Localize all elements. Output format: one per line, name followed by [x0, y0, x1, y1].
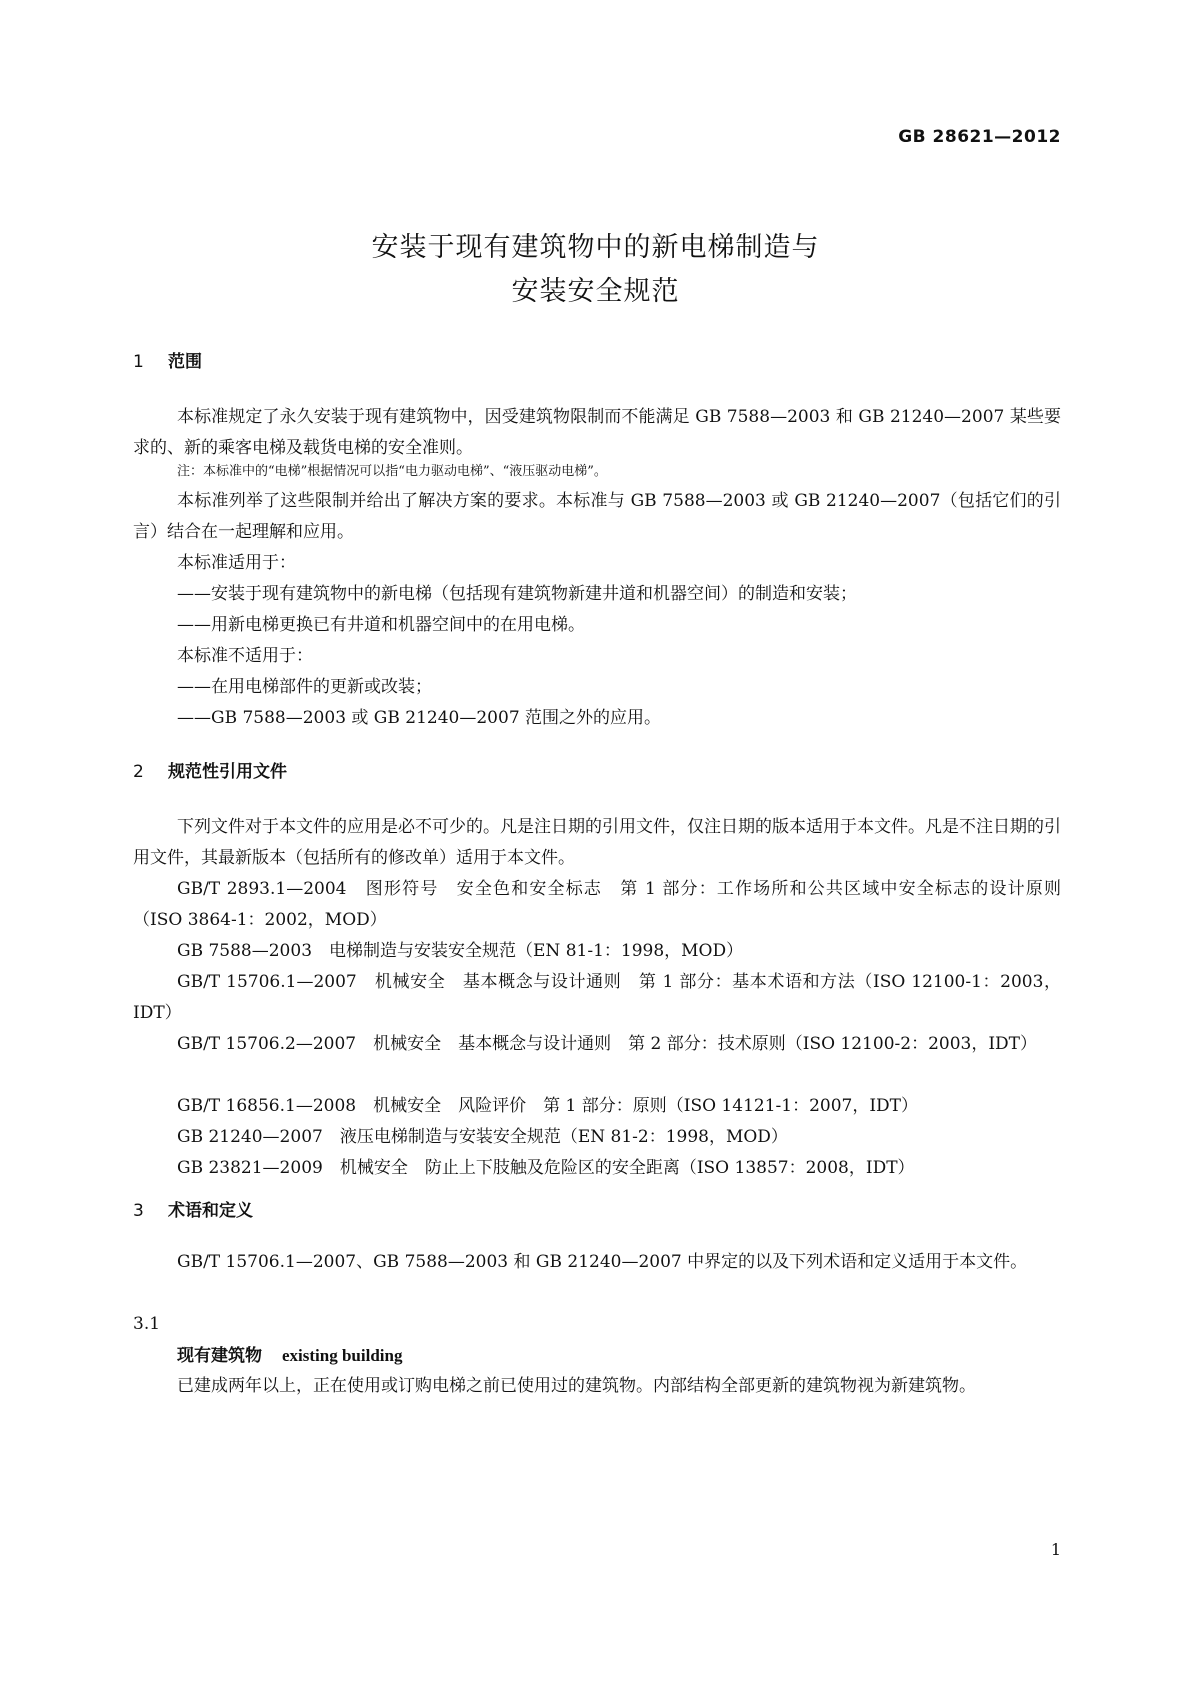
- reference-item: GB/T 15706.1—2007 机械安全 基本概念与设计通则 第 1 部分：基本术语和方法（ISO 12100-1：2003，IDT）: [133, 972, 1061, 1023]
- section-3-number: 3: [133, 1201, 144, 1221]
- title-line-2: 安装安全规范: [511, 276, 680, 307]
- section-2-title: 规范性引用文件: [168, 762, 287, 782]
- applies-item: ——用新电梯更换已有井道和机器空间中的在用电梯。: [177, 615, 585, 635]
- term-chinese: 现有建筑物: [177, 1346, 262, 1366]
- scope-paragraph-1: 本标准规定了永久安装于现有建筑物中，因受建筑物限制而不能满足 GB 7588—2003 和 GB 21240—2007 某些要求的、新的乘客电梯及载货电梯的安全准则。: [133, 407, 1061, 458]
- section-1-title: 范围: [168, 352, 202, 372]
- scope-paragraph-2: 本标准列举了这些限制并给出了解决方案的要求。本标准与 GB 7588—2003 或 GB 21240—2007（包括它们的引言）结合在一起理解和应用。: [133, 491, 1061, 542]
- reference-item: GB/T 16856.1—2008 机械安全 风险评价 第 1 部分：原则（ISO 14121-1：2007，IDT）: [177, 1096, 919, 1116]
- not-applies-item: ——GB 7588—2003 或 GB 21240—2007 范围之外的应用。: [177, 708, 662, 728]
- applies-item: ——安装于现有建筑物中的新电梯（包括现有建筑物新建井道和机器空间）的制造和安装；: [177, 584, 857, 604]
- reference-item: GB 7588—2003 电梯制造与安装安全规范（EN 81-1：1998，MOD）: [177, 941, 744, 961]
- clause-number: 3.1: [133, 1314, 161, 1334]
- applies-intro: 本标准适用于：: [177, 553, 296, 573]
- term-entry: [177, 1340, 402, 1372]
- section-1-number: 1: [133, 352, 144, 372]
- standard-code: GB 28621—2012: [898, 127, 1061, 147]
- section-3-heading: [133, 1196, 253, 1221]
- section-2-heading: [133, 757, 287, 782]
- section-1-heading: [133, 347, 202, 372]
- terms-intro: GB/T 15706.1—2007、GB 7588—2003 和 GB 21240—2007 中界定的以及下列术语和定义适用于本文件。: [177, 1252, 1028, 1272]
- section-2-number: 2: [133, 762, 144, 782]
- term-definition: 已建成两年以上，正在使用或订购电梯之前已使用过的建筑物。内部结构全部更新的建筑物视为新建筑物。: [177, 1376, 976, 1396]
- section-3-title: 术语和定义: [168, 1201, 253, 1221]
- title-line-1: 安装于现有建筑物中的新电梯制造与: [371, 232, 820, 263]
- not-applies-item: ——在用电梯部件的更新或改装；: [177, 677, 432, 697]
- not-applies-intro: 本标准不适用于：: [177, 646, 313, 666]
- scope-note: 注：本标准中的“电梯”根据情况可以指“电力驱动电梯”、“液压驱动电梯”。: [177, 464, 607, 479]
- page-number: 1: [1050, 1540, 1061, 1559]
- reference-item: GB 21240—2007 液压电梯制造与安装安全规范（EN 81-2：1998，MOD）: [177, 1127, 788, 1147]
- references-intro: 下列文件对于本文件的应用是必不可少的。凡是注日期的引用文件，仅注日期的版本适用于本文件。凡是不注日期的引用文件，其最新版本（包括所有的修改单）适用于本文件。: [133, 817, 1061, 868]
- document-title: [0, 226, 1191, 314]
- reference-item: GB/T 15706.2—2007 机械安全 基本概念与设计通则 第 2 部分：技术原则（ISO 12100-2：2003，IDT）: [177, 1034, 1038, 1054]
- term-english: existing building: [282, 1346, 403, 1365]
- reference-item: GB 23821—2009 机械安全 防止上下肢触及危险区的安全距离（ISO 13857：2008，IDT）: [177, 1158, 915, 1178]
- reference-item: GB/T 2893.1—2004 图形符号 安全色和安全标志 第 1 部分：工作场所和公共区域中安全标志的设计原则（ISO 3864-1：2002，MOD）: [133, 879, 1061, 930]
